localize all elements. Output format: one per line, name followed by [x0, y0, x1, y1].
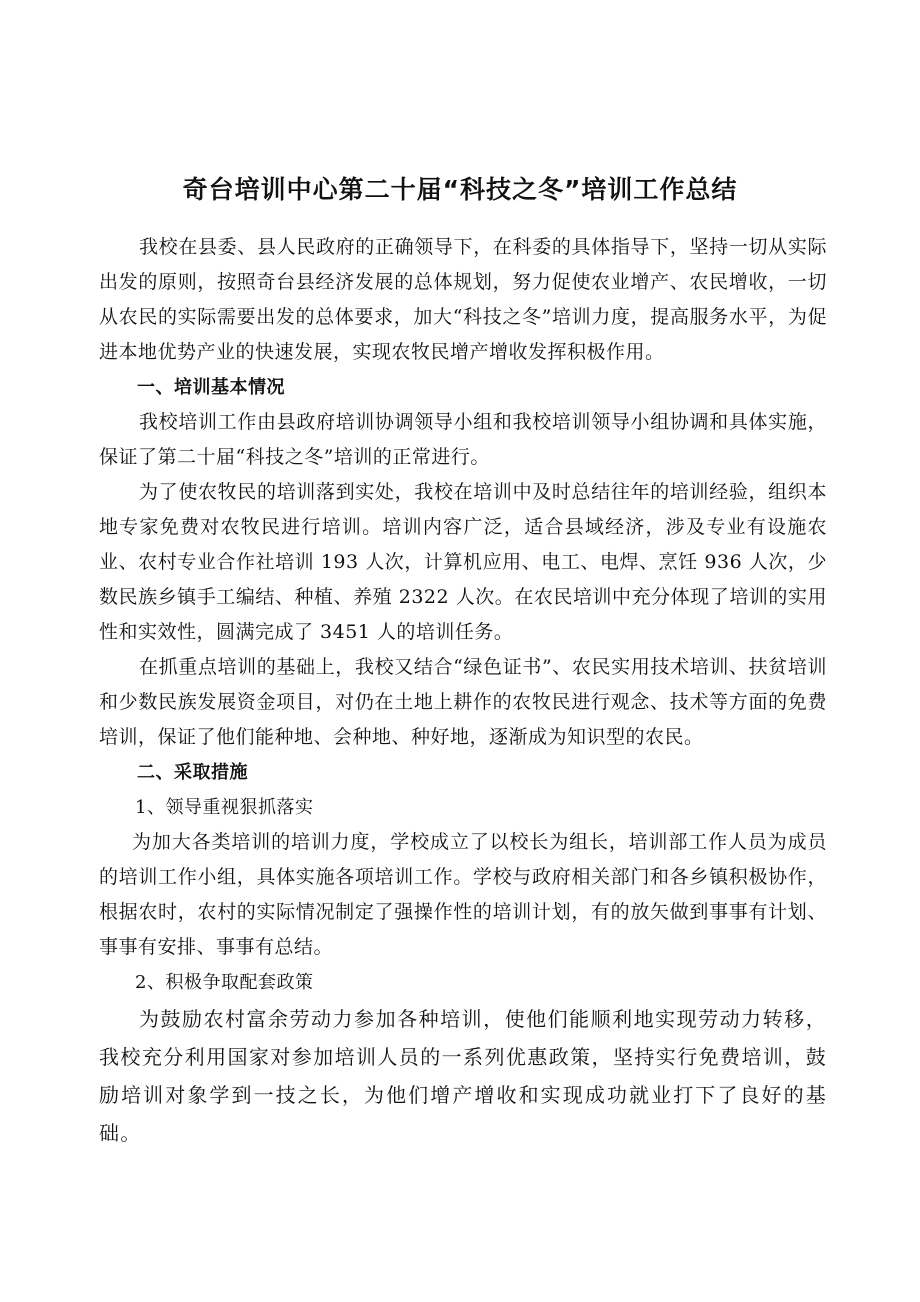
- section-1-heading: 一、培训基本情况: [137, 377, 285, 398]
- section-1-paragraph-3: 在抓重点培训的基础上，我校又结合“绿色证书”、农民实用技术培训、扶贫培训和少数民族发展资金项目，对仍在土地上耕作的农牧民进行观念、技术等方面的免费培训，保证了他们能种地、会种地、种好地，逐渐成为知识型的农民。: [99, 656, 827, 748]
- section-1-paragraph-1: 我校培训工作由县政府培训协调领导小组和我校培训领导小组协调和具体实施，保证了第二十届“科技之冬”培训的正常进行。: [99, 411, 827, 468]
- subsection-2-paragraph: 为鼓励农村富余劳动力参加各种培训，使他们能顺利地实现劳动力转移，我校充分利用国家对参加培训人员的一系列优惠政策，坚持实行免费培训，鼓励培训对象学到一技之长，为他们增产增收和实现成功就业打下了良好的基础。: [99, 1007, 827, 1145]
- subsection-2-title: 2、积极争取配套政策: [135, 972, 314, 993]
- subsection-1-title: 1、领导重视狠抓落实: [135, 797, 314, 818]
- section-1-paragraph-2: 为了使农牧民的培训落到实处，我校在培训中及时总结往年的培训经验，组织本地专家免费对农牧民进行培训。培训内容广泛，适合县域经济，涉及专业有设施农业、农村专业合作社培训 193 人次，计算机应用、电工、电焊、烹饪 936 人次，少数民族乡镇手工编结、种植、养殖 2322 人次。在农民培训中充分体现了培训的实用性和实效性，圆满完成了 3451 人的培训任务。: [99, 481, 827, 643]
- section-2-heading: 二、采取措施: [137, 762, 248, 783]
- document-body: [99, 230, 827, 1152]
- intro-paragraph: 我校在县委、县人民政府的正确领导下，在科委的具体指导下，坚持一切从实际出发的原则，按照奇台县经济发展的总体规划，努力促使农业增产、农民增收，一切从农民的实际需要出发的总体要求，加大“科技之冬”培训力度，提高服务水平，为促进本地优势产业的快速发展，实现农牧民增产增收发挥积极作用。: [99, 236, 827, 363]
- document-title: 奇台培训中心第二十届“科技之冬”培训工作总结: [182, 175, 738, 204]
- subsection-1-paragraph: 为加大各类培训的培训力度，学校成立了以校长为组长，培训部工作人员为成员的培训工作小组，具体实施各项培训工作。学校与政府相关部门和各乡镇积极协作，根据农时，农村的实际情况制定了强操作性的培训计划，有的放矢做到事事有计划、事事有安排、事事有总结。: [99, 831, 827, 958]
